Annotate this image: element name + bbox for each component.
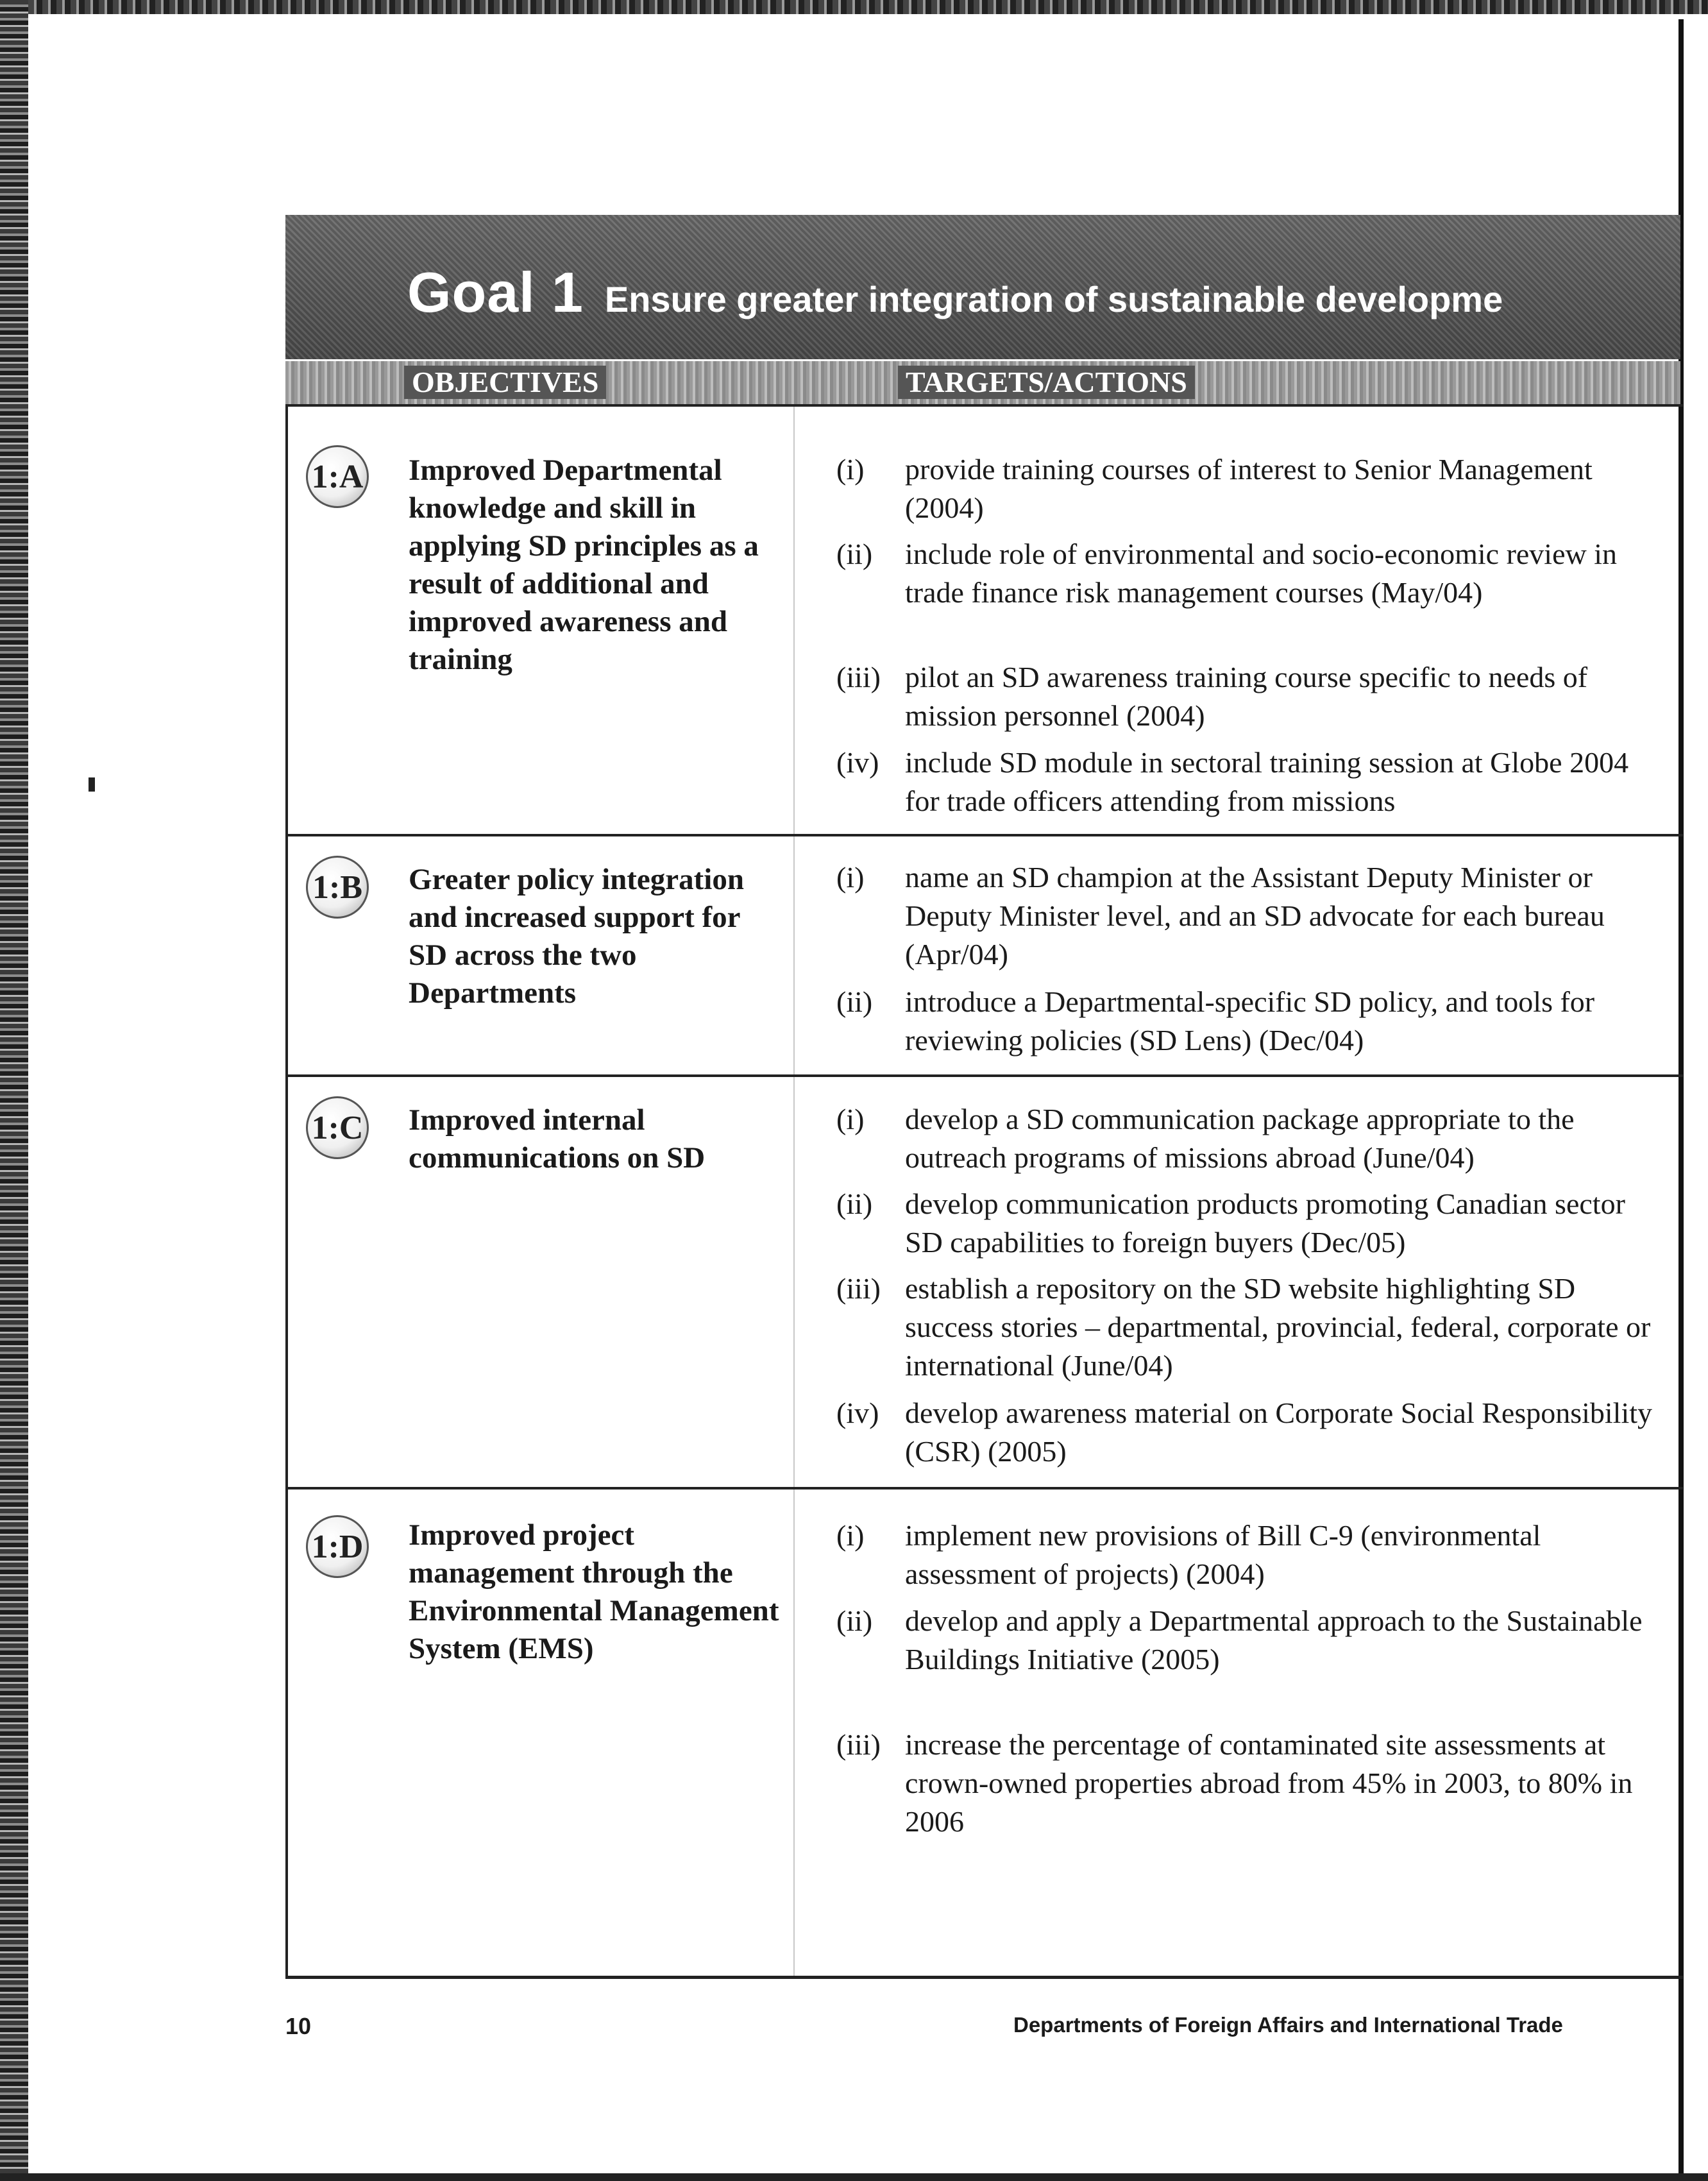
action-text: increase the percentage of contaminated site assessments at crown-owned properties abroad from 45% in 2003, to 80% in 2006 [905, 1728, 1633, 1838]
action-text: establish a repository on the SD website highlighting SD success stories – departmental, provincial, federal, corporate or international (June/04) [905, 1272, 1651, 1382]
objective-text: Greater policy integration and increased support for SD across the two Departments [409, 863, 744, 1010]
action-item [836, 858, 1664, 974]
action-number: (iv) [836, 1396, 879, 1429]
objective-badge: 1:A [306, 445, 369, 508]
objective-text: Improved project management through the Environmental Management System (EMS) [409, 1518, 779, 1665]
action-number: (i) [836, 453, 865, 486]
action-text: include role of environmental and socio-economic review in trade finance risk management courses (May/04) [905, 538, 1617, 609]
goal-title: Ensure greater integration of sustainable developme [604, 279, 1503, 319]
action-number: (ii) [836, 1187, 873, 1220]
action-item [836, 1185, 1664, 1262]
goal-banner [285, 215, 1680, 359]
objective-text: Improved Departmental knowledge and skill in applying SD principles as a result of additional and improved awareness and training [409, 454, 759, 676]
action-item [836, 1602, 1664, 1679]
footer-department: Departments of Foreign Affairs and International Trade [1013, 2013, 1563, 2037]
action-text: develop a SD communication package appropriate to the outreach programs of missions abroad (June/04) [905, 1103, 1575, 1174]
action-item [836, 450, 1664, 527]
action-item [836, 1516, 1664, 1593]
action-number: (ii) [836, 1604, 873, 1637]
action-item [836, 743, 1664, 820]
scan-artifact-mark [89, 777, 95, 792]
action-text: develop communication products promoting Canadian sector SD capabilities to foreign buyers (Dec/05) [905, 1187, 1625, 1259]
action-number: (iii) [836, 661, 881, 693]
action-text: develop awareness material on Corporate Social Responsibility (CSR) (2005) [905, 1396, 1653, 1468]
action-item [836, 1269, 1664, 1385]
goal-heading [407, 260, 1503, 325]
action-text: develop and apply a Departmental approach to the Sustainable Buildings Initiative (2005) [905, 1604, 1643, 1676]
column-header-bar [285, 361, 1680, 404]
action-item [836, 658, 1664, 735]
table-row-1b [288, 834, 1683, 1077]
action-text: implement new provisions of Bill C-9 (environmental assessment of projects) (2004) [905, 1519, 1541, 1590]
action-item [836, 1394, 1664, 1471]
table-row-1c [288, 1074, 1683, 1489]
scan-edge-bottom [0, 2173, 1708, 2181]
scan-edge-left [0, 0, 28, 2181]
goal-number: Goal 1 [407, 260, 584, 324]
objectives-header: OBJECTIVES [404, 366, 606, 399]
action-text: introduce a Departmental-specific SD policy, and tools for reviewing policies (SD Lens) (Dec/04) [905, 985, 1595, 1057]
objective-badge: 1:C [306, 1096, 369, 1159]
action-number: (i) [836, 1103, 865, 1135]
action-number: (iii) [836, 1728, 881, 1761]
scan-edge-top [0, 0, 1708, 14]
goal-table [285, 404, 1683, 1979]
objective-badge: 1:B [306, 856, 369, 919]
action-number: (i) [836, 1519, 865, 1552]
action-number: (ii) [836, 985, 873, 1018]
action-number: (iv) [836, 746, 879, 779]
action-item [836, 1100, 1664, 1177]
action-number: (i) [836, 861, 865, 894]
table-row-1a [288, 404, 1683, 836]
action-text: provide training courses of interest to Senior Management (2004) [905, 453, 1593, 524]
action-number: (ii) [836, 538, 873, 570]
action-number: (iii) [836, 1272, 881, 1305]
objective-badge: 1:D [306, 1515, 369, 1578]
table-row-1d [288, 1487, 1683, 1978]
page-number: 10 [285, 2013, 312, 2039]
action-item [836, 983, 1664, 1060]
action-text: include SD module in sectoral training session at Globe 2004 for trade officers attending from missions [905, 746, 1629, 817]
targets-header: TARGETS/ACTIONS [898, 366, 1195, 399]
action-text: pilot an SD awareness training course specific to needs of mission personnel (2004) [905, 661, 1588, 732]
action-text: name an SD champion at the Assistant Deputy Minister or Deputy Minister level, and an SD advocate for each bureau (Apr/04) [905, 861, 1605, 971]
objective-text: Improved internal communications on SD [409, 1103, 706, 1175]
action-item [836, 1726, 1664, 1841]
action-item [836, 535, 1664, 612]
